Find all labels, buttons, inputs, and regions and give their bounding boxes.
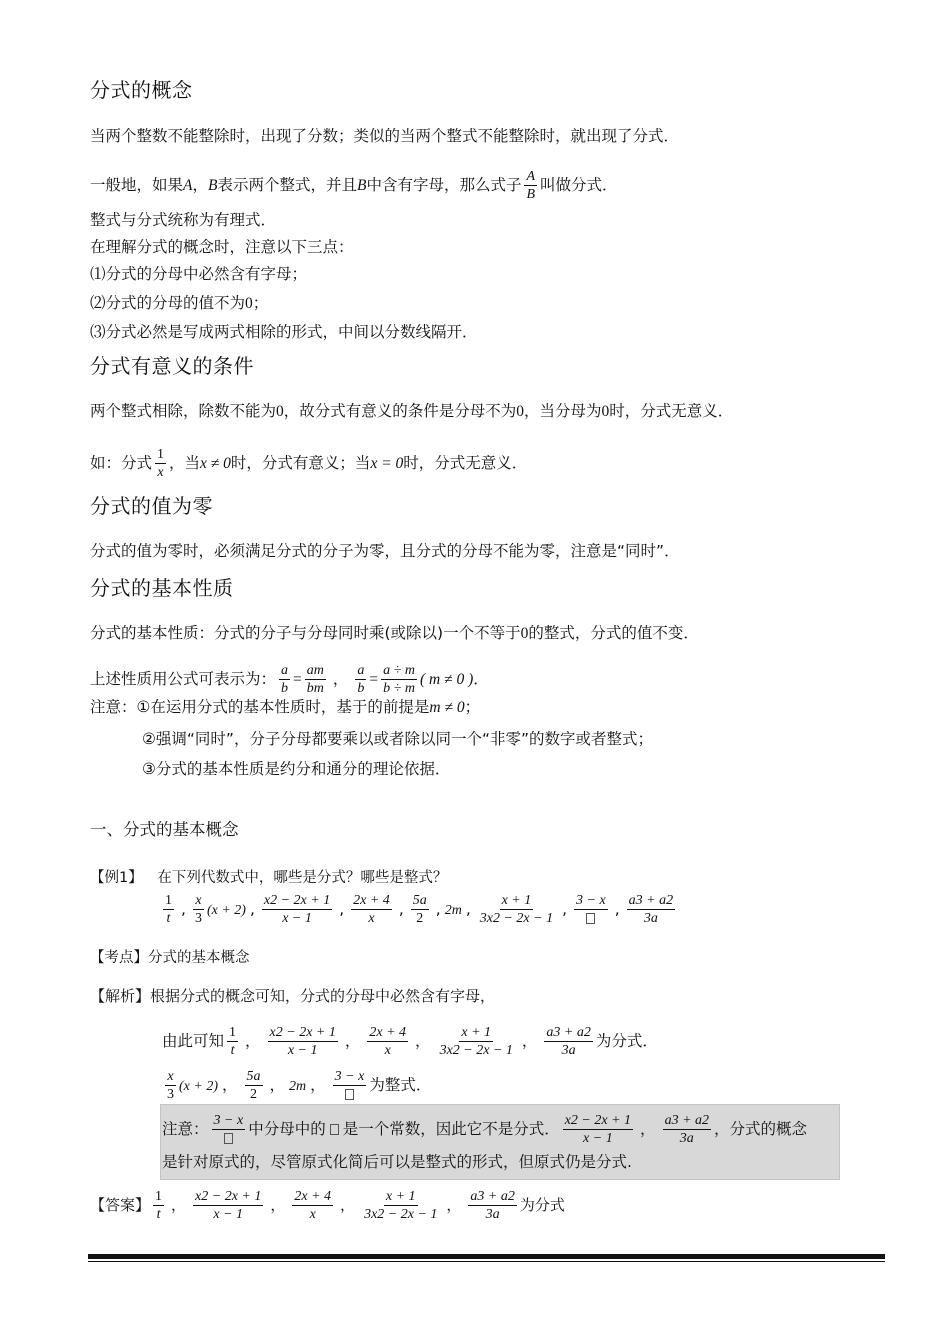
- numerator: 1: [155, 1189, 163, 1204]
- denominator: x − 1: [282, 911, 312, 926]
- expr-8: [574, 892, 608, 927]
- condition: m ≠ 0: [429, 699, 465, 716]
- number: 0: [601, 403, 610, 420]
- denominator: b ÷ m: [383, 681, 415, 696]
- text: ；: [464, 698, 481, 716]
- expr-5: [245, 1068, 263, 1103]
- numerator: a: [357, 663, 365, 678]
- example-question: [90, 868, 447, 888]
- expr-2: [193, 892, 204, 927]
- text: 注意：①在运用分式的基本性质时，基于的前提是: [90, 698, 430, 716]
- numerator: 3 − x: [213, 1113, 244, 1128]
- denominator: x − 1: [583, 1131, 613, 1146]
- expr-1: [227, 1024, 238, 1059]
- text: ；: [252, 294, 269, 312]
- text: 表示两个整式，并且: [217, 176, 357, 194]
- zero-paragraph: 分式的值为零时，必须满足分式的分子为零，且分式的分母不能为零，注意是“同时”．: [90, 542, 680, 560]
- text: ，: [192, 176, 208, 194]
- denominator: [222, 1130, 235, 1147]
- denominator: [343, 1086, 356, 1103]
- expr-3: [563, 1112, 633, 1147]
- denominator: x: [384, 1043, 391, 1058]
- expr-6: 2m: [289, 1079, 307, 1094]
- number: 0: [276, 403, 284, 420]
- footer-rule-thin: [88, 1261, 885, 1262]
- denominator: 3x2 − 2x − 1: [479, 911, 554, 926]
- placeholder-box-icon: [586, 913, 595, 924]
- meaningful-paragraph: [90, 401, 733, 422]
- expr-9: [544, 1024, 592, 1059]
- jiexi-integers-line: $\frac{x}{3}$ (x + 2) ， $\frac{5a}{2}$ ， 2m ， 3 − x 为整式．: [167, 1069, 432, 1102]
- number: 0: [516, 403, 525, 420]
- text: 由此可知: [162, 1032, 225, 1050]
- concept-note-3: ⑶分式必然是写成两式相除的形式，中间以分数线隔开．: [90, 323, 478, 341]
- section-title-property: 分式的基本性质: [90, 576, 234, 600]
- numerator: 3 − x: [334, 1069, 365, 1084]
- example-tag: 【例1】: [90, 870, 143, 886]
- denominator: 3a: [561, 1043, 576, 1058]
- denominator: t: [230, 1043, 235, 1058]
- answer: 【答案】 $\frac{1}{t}$ ， $\frac{x2 - 2x + 1}{x - 1}$ ， $\frac{2x + 4}{x}$ ， $\frac{x + 1}{3x2 - 2x - 1}$ ， $\frac{a3 + a2}{3a}$ 为分式: [90, 1189, 565, 1222]
- expr-7: [362, 1188, 439, 1223]
- section-title-meaningful: 分式有意义的条件: [90, 354, 254, 378]
- concept-note-1: ⑴分式的分母中必然含有字母；: [90, 265, 308, 283]
- text: 中分母中的: [248, 1120, 326, 1138]
- denominator: x: [309, 1207, 316, 1222]
- expr-8: [333, 1068, 367, 1103]
- denominator: b: [281, 681, 289, 696]
- expr-7: [438, 1024, 515, 1059]
- jiexi-tag: 【解析】: [90, 987, 151, 1005]
- note-line-1: 注意： 3 − x 中分母中的 是一个常数，因此它不是分式． $\frac{x2 - 2x + 1}{x - 1}$ ， $\frac{a3 + a2}{3a}$ ，分式的概念: [162, 1113, 808, 1146]
- expr-3: [268, 1024, 338, 1059]
- placeholder-box-icon: [345, 1089, 354, 1100]
- placeholder-box-icon: [224, 1133, 233, 1144]
- denominator: x − 1: [213, 1207, 244, 1222]
- denominator: b: [357, 681, 365, 696]
- numerator: x2 − 2x + 1: [269, 1025, 336, 1040]
- denominator: 2: [416, 911, 424, 926]
- numerator: a3 + a2: [664, 1113, 710, 1128]
- text: ，故分式有意义的条件是分母不为: [283, 402, 517, 420]
- numerator: 1: [157, 447, 165, 462]
- denominator: x − 1: [287, 1043, 318, 1058]
- note-line-2: 是针对原式的，尽管原式化简后可以是整式的形式，但原式仍是分式.: [162, 1153, 632, 1171]
- part-title: 一、分式的基本概念: [90, 820, 239, 839]
- expr-5: [411, 892, 429, 927]
- numerator: x + 1: [385, 1189, 416, 1204]
- fraction-A-over-B: [524, 168, 537, 203]
- expr-6: 2m: [444, 903, 462, 918]
- expr-4: [351, 892, 392, 927]
- concept-paragraph-1: 当两个整数不能整除时，出现了分数；类似的当两个整式不能整除时，就出现了分式．: [90, 127, 680, 145]
- denominator: bm: [306, 681, 324, 696]
- equals-sign: =: [369, 671, 379, 688]
- text: ，当: [169, 454, 201, 472]
- numerator: 2x + 4: [294, 1189, 332, 1204]
- answer-tag: 【答案】: [90, 1196, 151, 1214]
- property-note-1: [90, 697, 480, 718]
- concept-note-2: [90, 293, 268, 314]
- fraction: [355, 662, 366, 697]
- fraction: [305, 662, 326, 697]
- expr-1: [163, 892, 174, 927]
- numerator: 5a: [246, 1069, 261, 1084]
- jiexi: [90, 986, 495, 1006]
- kaodian: [90, 948, 250, 968]
- expr-3: [193, 1188, 263, 1223]
- denominator: t: [166, 911, 171, 926]
- property-formula: 上述性质用公式可表示为： $\frac{a}{b}$ = $\frac{am}{bm}$ ， $\frac{a}{b}$ = $\frac{a \div m}{b \div m}$ ( m ≠ 0 )．: [90, 663, 489, 696]
- text: 如：分式: [90, 454, 153, 472]
- number: 0: [245, 295, 253, 312]
- concept-paragraph-4: 在理解分式的概念时，注意以下三点：: [90, 238, 354, 256]
- numerator: 5a: [412, 893, 427, 908]
- text: 为整式．: [369, 1076, 432, 1094]
- text: 是一个常数，因此它不是分式．: [342, 1120, 560, 1138]
- text: 为分式: [519, 1196, 565, 1214]
- expr-9: [468, 1188, 516, 1223]
- text: ，分式的概念: [714, 1120, 808, 1138]
- numerator: a: [281, 663, 289, 678]
- expr-8: [212, 1112, 246, 1147]
- numerator: x + 1: [501, 893, 532, 908]
- text: 分式的基本性质：分式的分子与分母同时乘(或除以)一个不等于: [90, 624, 521, 642]
- expr-9: [663, 1112, 711, 1147]
- expr-4: [292, 1188, 333, 1223]
- expr-4: [367, 1024, 408, 1059]
- condition: ( m ≠ 0 ): [419, 671, 474, 688]
- expr-2-tail: (x + 2): [206, 903, 246, 918]
- denominator: 3: [194, 911, 202, 926]
- text: 注意：: [162, 1120, 209, 1138]
- placeholder-box-icon: [330, 1124, 339, 1135]
- text: ．: [473, 670, 489, 688]
- var-B: B: [208, 177, 218, 194]
- denominator: 3x2 − 2x − 1: [364, 1207, 438, 1222]
- text: 叫做分式．: [540, 176, 618, 194]
- numerator: am: [306, 663, 324, 678]
- fraction: [381, 662, 417, 697]
- numerator: x: [195, 893, 202, 908]
- text: 一般地，如果: [90, 176, 184, 194]
- numerator: x2 − 2x + 1: [195, 1189, 262, 1204]
- denominator: B: [526, 187, 536, 202]
- footer-rule-thick: [88, 1254, 885, 1259]
- text: 两个整式相除，除数不能为: [90, 402, 277, 420]
- expr-9: [627, 892, 675, 927]
- example-expressions: $\frac{1}{t}$ , $\frac{x}{3}$ (x + 2) , $\frac{x2 - 2x + 1}{x - 1}$ , $\frac{2x + 4}{x}$ , $\frac{5a}{2}$ , 2m , $\frac{x + 1}{3x2 - 2x - 1}$ , 3 − x , $\frac{a3 + a2}{3a}$: [165, 893, 674, 926]
- expr-3: [262, 892, 332, 927]
- text: ⑵分式的分母的值不为: [90, 294, 246, 312]
- numerator: a3 + a2: [628, 893, 674, 908]
- text: 时，分式有意义；当: [230, 454, 371, 472]
- expr-2-tail: (x + 2): [179, 1079, 218, 1094]
- numerator: 1: [165, 893, 172, 908]
- meaningful-example: [90, 446, 527, 481]
- concept-definition: [90, 168, 618, 203]
- text: 中含有字母，那么式子: [366, 176, 522, 194]
- denominator: 2: [250, 1087, 258, 1102]
- kaodian-tag: 【考点】: [90, 950, 148, 966]
- denominator: t: [156, 1207, 161, 1222]
- fraction-1-over-x: [155, 446, 166, 481]
- var-A: A: [183, 177, 193, 194]
- numerator: A: [526, 169, 536, 184]
- numerator: a ÷ m: [383, 663, 415, 678]
- numerator: 2x + 4: [369, 1025, 407, 1040]
- denominator: x: [368, 911, 375, 926]
- numerator: a3 + a2: [546, 1025, 591, 1040]
- text: ，当分母为: [524, 402, 602, 420]
- property-note-2: ②强调“同时”，分子分母都要乘以或者除以同一个“非零”的数字或者整式；: [142, 730, 654, 748]
- jiexi-fractions-line: 由此可知 $\frac{1}{t}$ ， $\frac{x2 - 2x + 1}{x - 1}$ ， $\frac{2x + 4}{x}$ ， $\frac{x + 1}{3x2 - 2x - 1}$ ， $\frac{a3 + a2}{3a}$ 为分式．: [162, 1025, 658, 1058]
- numerator: 1: [229, 1025, 237, 1040]
- fraction: [279, 662, 290, 697]
- expr-7: [478, 892, 555, 927]
- numerator: 3 − x: [576, 893, 606, 908]
- kaodian-text: 分式的基本概念: [148, 950, 250, 966]
- equals-sign: =: [293, 671, 302, 688]
- section-title-concept: 分式的概念: [90, 78, 193, 102]
- condition: x ≠ 0: [200, 455, 231, 472]
- example-text: 在下列代数式中，哪些是分式？哪些是整式？: [157, 870, 448, 886]
- concept-paragraph-3: 整式与分式统称为有理式．: [90, 211, 277, 229]
- denominator: 3a: [485, 1207, 500, 1222]
- text: 的整式，分式的值不变．: [528, 624, 699, 642]
- text: 为分式．: [595, 1032, 658, 1050]
- property-note-3: ③分式的基本性质是约分和通分的理论依据．: [142, 760, 451, 778]
- text: 时，分式无意义．: [403, 454, 528, 472]
- denominator: 3: [167, 1087, 174, 1102]
- numerator: a3 + a2: [470, 1189, 515, 1204]
- numerator: x: [167, 1069, 174, 1084]
- numerator: x + 1: [461, 1025, 492, 1040]
- var-B: B: [356, 177, 367, 194]
- property-paragraph: [90, 623, 699, 644]
- text: 时，分式无意义．: [609, 402, 734, 420]
- condition: x = 0: [370, 455, 404, 472]
- jiexi-text: 根据分式的概念可知，分式的分母中必然含有字母，: [150, 987, 496, 1005]
- denominator: 3a: [679, 1131, 694, 1146]
- number: 0: [520, 625, 529, 642]
- section-title-zero: 分式的值为零: [90, 494, 213, 518]
- expr-1: [153, 1188, 164, 1223]
- numerator: x2 − 2x + 1: [263, 893, 331, 908]
- text: 上述性质用公式可表示为：: [90, 670, 277, 688]
- numerator: x2 − 2x + 1: [564, 1113, 632, 1128]
- numerator: 2x + 4: [353, 893, 390, 908]
- denominator: x: [157, 465, 164, 480]
- denominator: 3a: [643, 911, 658, 926]
- denominator: [584, 910, 597, 927]
- denominator: 3x2 − 2x − 1: [439, 1043, 513, 1058]
- expr-2: [165, 1068, 176, 1103]
